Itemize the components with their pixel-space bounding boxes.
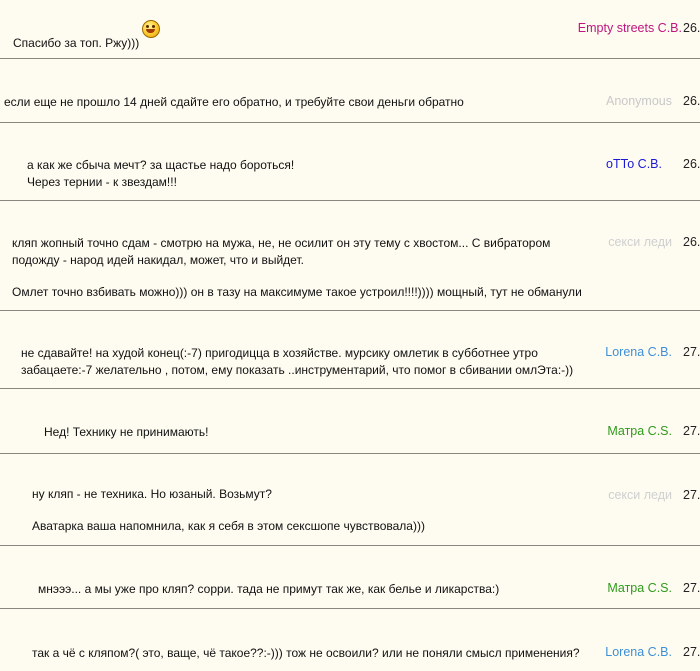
- comment-line: подожду - народ идей накидал, может, что и выйдет.: [12, 253, 304, 267]
- comment-line: забацаете:-7 желательно , потом, ему показать ..инструментарий, что помог в сбивании омлЭта:-)): [21, 363, 574, 377]
- comment-date: 27.: [683, 345, 700, 359]
- comment-line: а как же сбыча мечт? за щастье надо бороться!: [27, 158, 295, 172]
- comment: [0, 546, 700, 609]
- comment-text: [38, 581, 499, 598]
- comment-text: [32, 645, 580, 662]
- comment: [0, 389, 700, 454]
- author-link[interactable]: Матра С.S.: [607, 581, 672, 595]
- laughing-smiley-icon: [142, 20, 160, 38]
- comment-text: [27, 157, 294, 191]
- comment-text: [12, 235, 582, 301]
- comment-line: Спасибо за топ. Ржу))): [13, 36, 140, 50]
- comment: [0, 609, 700, 671]
- author-link[interactable]: Матра С.S.: [607, 424, 672, 438]
- comment-date: 27.: [683, 645, 700, 659]
- comment-date: 27.: [683, 424, 700, 438]
- author-link[interactable]: Lorena С.В.: [605, 345, 672, 359]
- comment-line: так а чё с кляпом?( это, ваще, чё такое??:-))) тож не освоили? или не поняли смысл применения?: [32, 646, 580, 660]
- comment-line: Аватарка ваша напомнила, как я себя в этом сексшопе чувствовала))): [32, 519, 425, 533]
- comment: [0, 311, 700, 389]
- comment-text: [44, 424, 208, 441]
- comment-line: ну кляп - не техника. Но юзаный. Возьмут?: [32, 487, 272, 501]
- comment: [0, 123, 700, 201]
- author-link[interactable]: секси леди: [608, 488, 672, 502]
- comment-line: Омлет точно взбивать можно))) он в тазу на максимуме такое устроил!!!!)))) мощный, тут не обманули: [12, 285, 582, 299]
- comment-date: 26.: [683, 157, 700, 171]
- comment: [0, 201, 700, 311]
- author-link[interactable]: Anonymous: [605, 94, 672, 108]
- comment: [0, 0, 700, 59]
- comment-text: [4, 94, 464, 111]
- comment-text: [32, 486, 425, 535]
- comment-date: 26.: [683, 21, 700, 35]
- comment-line: мнэээ... а мы уже про кляп? сорри. тада не примут так же, как белье и ликарства:): [38, 582, 500, 596]
- comment: [0, 59, 700, 123]
- author-link[interactable]: оТТо С.В.: [606, 157, 662, 171]
- comment-date: 26.: [683, 94, 700, 108]
- comment-line: кляп жопный точно сдам - смотрю на мужа, не, не осилит он эту тему с хвостом... С вибратором: [12, 236, 551, 250]
- comment-line: Через тернии - к звездам!!!: [27, 175, 177, 189]
- comment-line: если еще не прошло 14 дней сдайте его обратно, и требуйте свои деньги обратно: [4, 95, 464, 109]
- comment-text: [13, 30, 160, 52]
- comment-date: 26.: [683, 235, 700, 249]
- author-link[interactable]: секси леди: [608, 235, 672, 249]
- comment: [0, 454, 700, 546]
- comment-date: 27.: [683, 488, 700, 502]
- comment-line: не сдавайте! на худой конец(:-7) пригодицца в хозяйстве. мурсику омлетик в субботнее утро: [21, 346, 538, 360]
- author-link[interactable]: Empty streets С.В.: [577, 21, 682, 35]
- comment-line: Нед! Технику не принимають!: [44, 425, 209, 439]
- author-link[interactable]: Lorena С.В.: [605, 645, 672, 659]
- comment-date: 27.: [683, 581, 700, 595]
- comment-text: [21, 345, 573, 379]
